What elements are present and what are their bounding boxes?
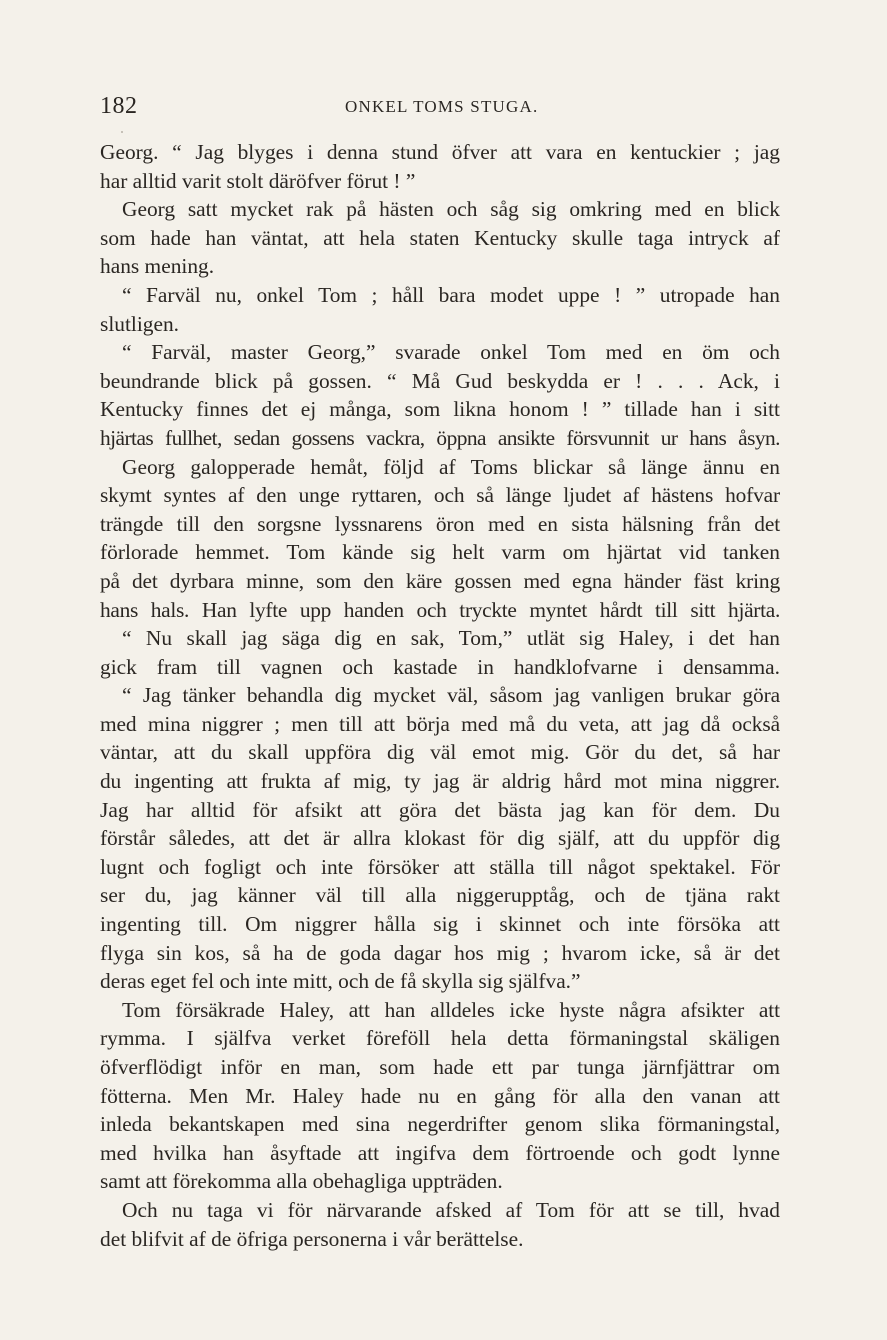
text-line: deras eget fel och inte mitt, och de få skylla sig själfva.” bbox=[100, 969, 581, 994]
text-line: ingenting till. Om niggrer hålla sig i skinnet och inte försöka att bbox=[100, 912, 780, 937]
text-line: med mina niggrer ; men till att börja med må du veta, att jag då också bbox=[100, 711, 780, 736]
text-line: slutligen. bbox=[100, 311, 180, 336]
text-line: samt att förekomma alla obehagliga uppträden. bbox=[100, 1169, 503, 1194]
text-line: inleda bekantskapen med sina negerdrifter genom slika förmaningstal, bbox=[100, 1112, 780, 1137]
text-line: öfverflödigt inför en man, som hade ett par tunga järnfjättrar om bbox=[100, 1055, 780, 1079]
page-header bbox=[100, 88, 780, 124]
text-line: hjärtas fullhet, sedan gossens vackra, öppna ansikte försvunnit ur hans åsyn. bbox=[100, 425, 780, 450]
text-line: fötterna. Men Mr. Haley hade nu en gång för alla den vanan att bbox=[100, 1083, 780, 1108]
text-line: Georg satt mycket rak på hästen och såg sig omkring med en blick bbox=[122, 197, 780, 222]
page-number: 182 bbox=[100, 93, 138, 119]
text-line: trängde till den sorgsne lyssnarens öron med en sista hälsning från det bbox=[100, 511, 780, 536]
text-line: förstår således, att det är allra klokast för dig själf, att du uppför dig bbox=[100, 826, 780, 851]
text-line: Kentucky finnes det ej många, som likna honom ! ” tillade han i sitt bbox=[100, 397, 780, 422]
text-line: Tom försäkrade Haley, att han alldeles icke hyste några afsikter att bbox=[122, 997, 780, 1022]
text-line: Och nu taga vi för närvarande afsked af Tom för att se till, hvad bbox=[122, 1197, 780, 1222]
text-line: lugnt och fogligt och inte försöker att ställa till något spektakel. För bbox=[100, 854, 780, 879]
text-line: “ Farväl nu, onkel Tom ; håll bara modet uppe ! ” utropade han bbox=[122, 282, 780, 307]
text-line: Jag har alltid för afsikt att göra det bästa jag kan för dem. Du bbox=[100, 797, 780, 822]
text-line: väntar, att du skall uppföra dig väl emot mig. Gör du det, så har bbox=[100, 740, 780, 765]
text-line: beundrande blick på gossen. “ Må Gud beskydda er ! . . . Ack, i bbox=[100, 368, 780, 393]
text-line: hans mening. bbox=[100, 254, 215, 279]
text-line: flyga sin kos, så ha de goda dagar hos mig ; hvarom icke, så är det bbox=[100, 940, 780, 965]
text-line: “ Nu skall jag säga dig en sak, Tom,” utlät sig Haley, i det han bbox=[122, 626, 780, 651]
text-line: med hvilka han åsyftade att ingifva dem förtroende och godt lynne bbox=[100, 1140, 780, 1165]
running-title: ONKEL TOMS STUGA. bbox=[345, 97, 539, 116]
text-line: Georg. “ Jag blyges i denna stund öfver att vara en kentuckier ; jag bbox=[100, 140, 780, 164]
paper-speck bbox=[121, 131, 123, 133]
text-line: skymt syntes af den unge ryttaren, och så länge ljudet af hästens hofvar bbox=[100, 483, 780, 508]
text-line: förlorade hemmet. Tom kände sig helt varm om hjärtat vid tanken bbox=[100, 540, 780, 565]
text-line: gick fram till vagnen och kastade in handklofvarne i densamma. bbox=[100, 654, 780, 679]
text-line: rymma. I själfva verket föreföll hela detta förmaningstal skäligen bbox=[100, 1026, 780, 1051]
text-line: det blifvit af de öfriga personerna i vår berättelse. bbox=[100, 1226, 524, 1251]
text-line: ser du, jag känner väl till alla niggerupptåg, och de tjäna rakt bbox=[100, 883, 780, 908]
text-line: på det dyrbara minne, som den käre gossen med egna händer fäst kring bbox=[100, 568, 780, 593]
text-line: “ Jag tänker behandla dig mycket väl, såsom jag vanligen brukar göra bbox=[122, 683, 780, 708]
text-line: “ Farväl, master Georg,” svarade onkel Tom med en öm och bbox=[122, 340, 780, 365]
text-line: hans hals. Han lyfte upp handen och tryckte myntet hårdt till sitt hjärta. bbox=[100, 597, 780, 622]
text-line: har alltid varit stolt däröfver förut ! ” bbox=[100, 168, 416, 193]
text-line: Georg galopperade hemåt, följd af Toms blickar så länge ännu en bbox=[122, 454, 780, 479]
text-line: som hade han väntat, att hela staten Kentucky skulle taga intryck af bbox=[100, 225, 780, 250]
body-text bbox=[100, 138, 780, 1253]
text-line: du ingenting att frukta af mig, ty jag är aldrig hård mot mina niggrer. bbox=[100, 769, 780, 794]
